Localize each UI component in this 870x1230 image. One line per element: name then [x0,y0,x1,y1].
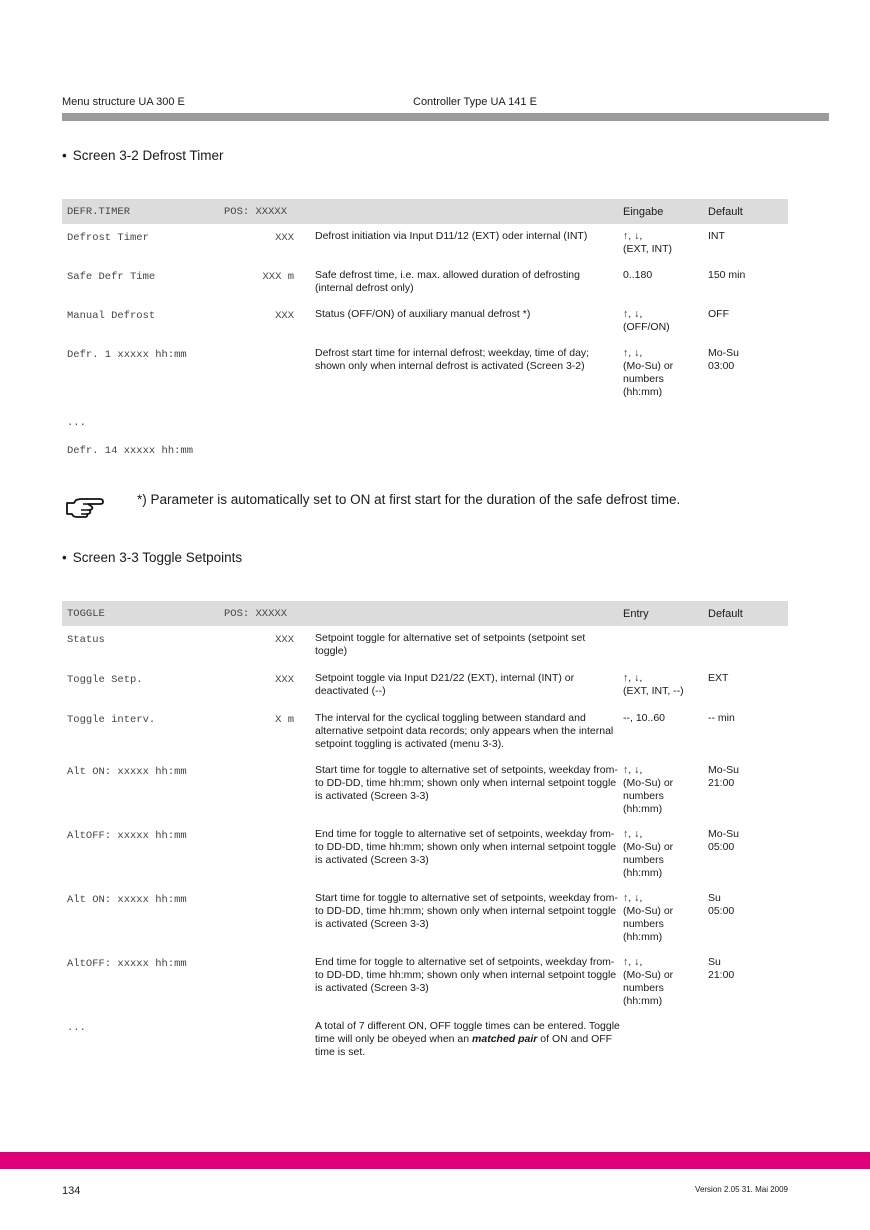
row-value: XXX [275,634,294,646]
row-entry [623,269,708,282]
row-description: Setpoint toggle via Input D21/22 (EXT), internal (INT) or deactivated (--) [315,672,575,697]
header-document-title: Menu structure UA 300 E [62,96,185,108]
row-default [708,347,788,373]
entry-line: ↑, ↓, [623,956,643,968]
header-pos: POS: XXXXX [224,608,288,620]
footnote-text: *) Parameter is automatically set to ON at first start for the duration of the safe defrost time. [137,492,681,507]
entry-line: ↑, ↓, [623,892,643,904]
row-name: Toggle Setp. [67,674,143,686]
section-title: Screen 3-2 Defrost Timer [72,148,224,163]
row-name: Manual Defrost [67,310,156,322]
row-default [708,308,788,321]
row-entry [623,764,708,816]
row-name: AltOFF: xxxxx hh:mm [67,830,187,842]
row-entry [623,956,708,1008]
bullet: • [62,550,67,565]
row-description: Start time for toggle to alternative set of setpoints, weekday from-to DD-DD, time hh:mm; shown only when internal setpoint toggle is activated (Screen 3-3) [315,892,618,930]
default-line: 05:00 [708,841,735,853]
row-value: XXX [275,310,294,322]
default-line: Su [708,892,721,904]
default-line: Su [708,956,721,968]
entry-line: numbers [623,982,664,994]
entry-line: (hh:mm) [623,995,663,1007]
row-default [708,712,788,725]
table-row-last [62,443,788,463]
default-line: Mo-Su [708,764,739,776]
table-row [62,347,788,415]
row-description: Start time for toggle to alternative set of setpoints, weekday from-to DD-DD, time hh:mm; shown only when internal setpoint toggle is activated (Screen 3-3) [315,764,618,802]
table-row [62,269,788,308]
default-line: 150 min [708,269,746,281]
entry-line: ↑, ↓, [623,828,643,840]
entry-line: ↑, ↓, [623,347,643,359]
header-default: Default [708,608,743,620]
table-row [62,892,788,956]
section-heading-toggle-setpoints [62,550,242,565]
entry-line: (Mo-Su) or [623,360,674,372]
row-value: X m [275,714,294,726]
table-row [62,672,788,712]
pointing-hand-icon [66,497,104,519]
entry-line: numbers [623,790,664,802]
defrost-timer-table [62,199,788,463]
row-ellipsis: ... [67,1022,86,1034]
entry-line: (hh:mm) [623,386,663,398]
entry-line: (EXT, INT) [623,243,672,255]
row-default [708,269,788,282]
row-description: Defrost start time for internal defrost; weekday, time of day; shown only when internal defrost is activated (Screen 3-2) [315,347,590,372]
toggle-setpoints-table [62,601,788,1070]
table-row-ellipsis [62,415,788,443]
row-description: Setpoint toggle for alternative set of setpoints (setpoint set toggle) [315,632,586,657]
row-value: XXX [275,232,294,244]
row-name: Defr. 1 xxxxx hh:mm [67,349,187,361]
row-name: Status [67,634,105,646]
header-entry: Entry [623,608,649,620]
row-name: Alt ON: xxxxx hh:mm [67,766,187,778]
header-default: Default [708,206,743,218]
row-description: End time for toggle to alternative set of setpoints, weekday from-to DD-DD, time hh:mm; shown only when internal setpoint toggle is activated (Screen 3-3) [315,956,617,994]
desc-part: A total of 7 different ON, OFF toggle times can be entered. Toggle time will only be obeyed when an [315,1020,620,1045]
header-screen-name: DEFR.TIMER [67,206,131,218]
entry-line: (hh:mm) [623,867,663,879]
default-line: Mo-Su [708,828,739,840]
default-line: INT [708,230,725,242]
entry-line: (OFF/ON) [623,321,670,333]
header-pos: POS: XXXXX [224,206,288,218]
entry-line: (Mo-Su) or [623,905,674,917]
row-name: AltOFF: xxxxx hh:mm [67,958,187,970]
desc-part: of ON and OFF time is set. [315,1033,613,1058]
entry-line: ↑, ↓, [623,230,643,242]
entry-line: ↑, ↓, [623,672,643,684]
row-default [708,230,788,243]
row-description: Safe defrost time, i.e. max. allowed duration of defrosting (internal defrost only) [315,269,580,294]
row-description: The interval for the cyclical toggling between standard and alternative setpoint data records; only appears when the internal setpoint toggling is activated (menu 3-3). [315,712,614,750]
row-entry [623,308,708,334]
row-description: End time for toggle to alternative set of setpoints, weekday from-to DD-DD, time hh:mm; shown only when internal setpoint toggle is activated (Screen 3-3) [315,828,617,866]
table-row [62,308,788,347]
row-default [708,828,788,854]
row-description: Defrost initiation via Input D11/12 (EXT) oder internal (INT) [315,230,588,242]
default-line: -- min [708,712,735,724]
version-info: Version 2.05 31. Mai 2009 [695,1185,788,1194]
entry-line: 0..180 [623,269,653,281]
table-row [62,828,788,892]
row-ellipsis: ... [67,417,86,429]
desc-emphasis: matched pair [472,1033,538,1045]
table-row [62,764,788,828]
default-line: 21:00 [708,777,735,789]
section-title: Screen 3-3 Toggle Setpoints [72,550,243,565]
entry-line: numbers [623,918,664,930]
row-default [708,764,788,790]
table-row-final [62,1020,788,1070]
entry-line: numbers [623,373,664,385]
entry-line: --, 10..60 [623,712,666,724]
entry-line: (EXT, INT, --) [623,685,684,697]
default-line: EXT [708,672,729,684]
default-line: 21:00 [708,969,735,981]
row-name: Alt ON: xxxxx hh:mm [67,894,187,906]
row-default [708,956,788,982]
header-controller-type: Controller Type UA 141 E [413,96,537,108]
row-description [315,1020,620,1059]
row-entry [623,712,708,725]
row-name: Defrost Timer [67,232,149,244]
page-number: 134 [62,1185,81,1197]
row-entry [623,828,708,880]
default-line: 05:00 [708,905,735,917]
row-name: Defr. 14 xxxxx hh:mm [67,445,194,457]
table-row [62,632,788,672]
section-heading-defrost-timer [62,148,224,163]
entry-line: ↑, ↓, [623,764,643,776]
table-header [62,601,788,626]
row-entry [623,230,708,256]
row-entry [623,347,708,399]
bullet: • [62,148,67,163]
entry-line: (hh:mm) [623,931,663,943]
row-name: Toggle interv. [67,714,156,726]
row-description: Status (OFF/ON) of auxiliary manual defrost *) [315,308,531,320]
row-value: XXX m [262,271,294,283]
header-screen-name: TOGGLE [67,608,105,620]
default-line: 03:00 [708,360,735,372]
entry-line: (Mo-Su) or [623,969,674,981]
row-name: Safe Defr Time [67,271,156,283]
entry-line: (Mo-Su) or [623,777,674,789]
default-line: Mo-Su [708,347,739,359]
entry-line: (Mo-Su) or [623,841,674,853]
table-row [62,230,788,269]
entry-line: (hh:mm) [623,803,663,815]
default-line: OFF [708,308,729,320]
row-entry [623,672,708,698]
row-entry [623,892,708,944]
table-row [62,712,788,764]
entry-line: ↑, ↓, [623,308,643,320]
footer-bar [0,1152,870,1169]
row-default [708,892,788,918]
table-row [62,956,788,1020]
row-default [708,672,788,685]
table-header [62,199,788,224]
header-divider [62,113,829,121]
header-entry: Eingabe [623,206,664,218]
entry-line: numbers [623,854,664,866]
row-value: XXX [275,674,294,686]
